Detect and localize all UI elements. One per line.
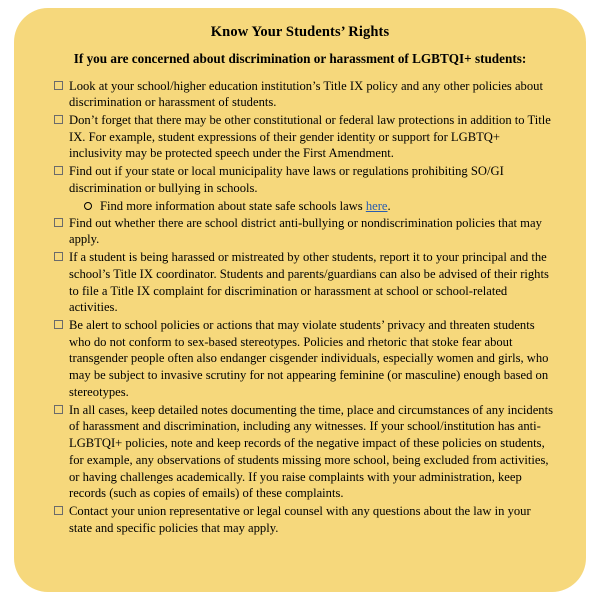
sub-list-item xyxy=(84,198,554,215)
list-item xyxy=(54,402,554,502)
list-item xyxy=(54,78,554,111)
empty-square-bullet-icon xyxy=(54,112,69,129)
list-item xyxy=(54,317,554,401)
empty-square-bullet-icon xyxy=(54,249,69,266)
list-item xyxy=(54,503,554,536)
sub-list-item-text-after: . xyxy=(387,198,391,213)
empty-square-bullet-icon xyxy=(54,163,69,180)
list-item-text: Find out if your state or local municipality have laws or regulations prohibiting SO/GI discrimination or bullying in schools. xyxy=(69,164,504,195)
list-item-text: Be alert to school policies or actions that may violate students’ privacy and threaten students who do not conform to sex-based stereotypes. Policies and rhetoric that stoke fear about transgender people often also endanger cisgender individuals, especially women and girls, who may be subject to invasive scrutiny for not appearing feminine (or masculine) enough based on stereotypes. xyxy=(69,318,549,399)
empty-square-bullet-icon xyxy=(54,78,69,95)
list-item-text: Contact your union representative or legal counsel with any questions about the law in your state and specific policies that may apply. xyxy=(69,504,531,535)
sub-list xyxy=(54,198,554,215)
list-item xyxy=(54,163,554,196)
list-item xyxy=(54,249,554,316)
list-item xyxy=(54,112,554,162)
list-item-text: Don’t forget that there may be other constitutional or federal law protections in addition to Title IX. For example, student expressions of their gender identity or support for LGBTQ+ inclusivity may be protected speech under the First Amendment. xyxy=(69,112,551,161)
list-item-text: Look at your school/higher education institution’s Title IX policy and any other policies about discrimination or harassment of students. xyxy=(69,78,543,110)
empty-square-bullet-icon xyxy=(54,503,69,520)
list-item-text: If a student is being harassed or mistreated by other students, report it to your principal and the school’s Title IX coordinator. Students and parents/guardians can also be advised of their rights to file a Title IX complaint for discrimination or harassment at school or school-related activities. xyxy=(69,250,549,315)
open-circle-bullet-icon xyxy=(84,198,100,215)
guidance-list xyxy=(32,78,568,537)
list-item-text: In all cases, keep detailed notes documenting the time, place and circumstances of any incidents of harassment and discrimination, including any witnesses. If your school/institution has anti-LGBTQI+ policies, note and keep records of the negative impact of these policies on students, for example, any observations of students missing more school, being excluded from activities, or having challenges academically. If you raise complaints with your administration, keep records (such as copies of emails) of these complaints. xyxy=(69,402,553,501)
page-title: Know Your Students’ Rights xyxy=(210,24,390,40)
sub-list-item-text xyxy=(100,198,554,215)
sub-list-item-text-before: Find more information about state safe schools laws xyxy=(100,198,366,213)
list-item-text: Find out whether there are school district anti-bullying or nondiscrimination policies that may apply. xyxy=(69,215,542,247)
list-item xyxy=(54,215,554,248)
empty-square-bullet-icon xyxy=(54,317,69,334)
info-card xyxy=(14,8,586,592)
empty-square-bullet-icon xyxy=(54,402,69,419)
empty-square-bullet-icon xyxy=(54,215,69,232)
state-safe-schools-laws-link[interactable]: here xyxy=(365,198,388,213)
page-subtitle: If you are concerned about discrimination or harassment of LGBTQI+ students: xyxy=(73,51,527,66)
